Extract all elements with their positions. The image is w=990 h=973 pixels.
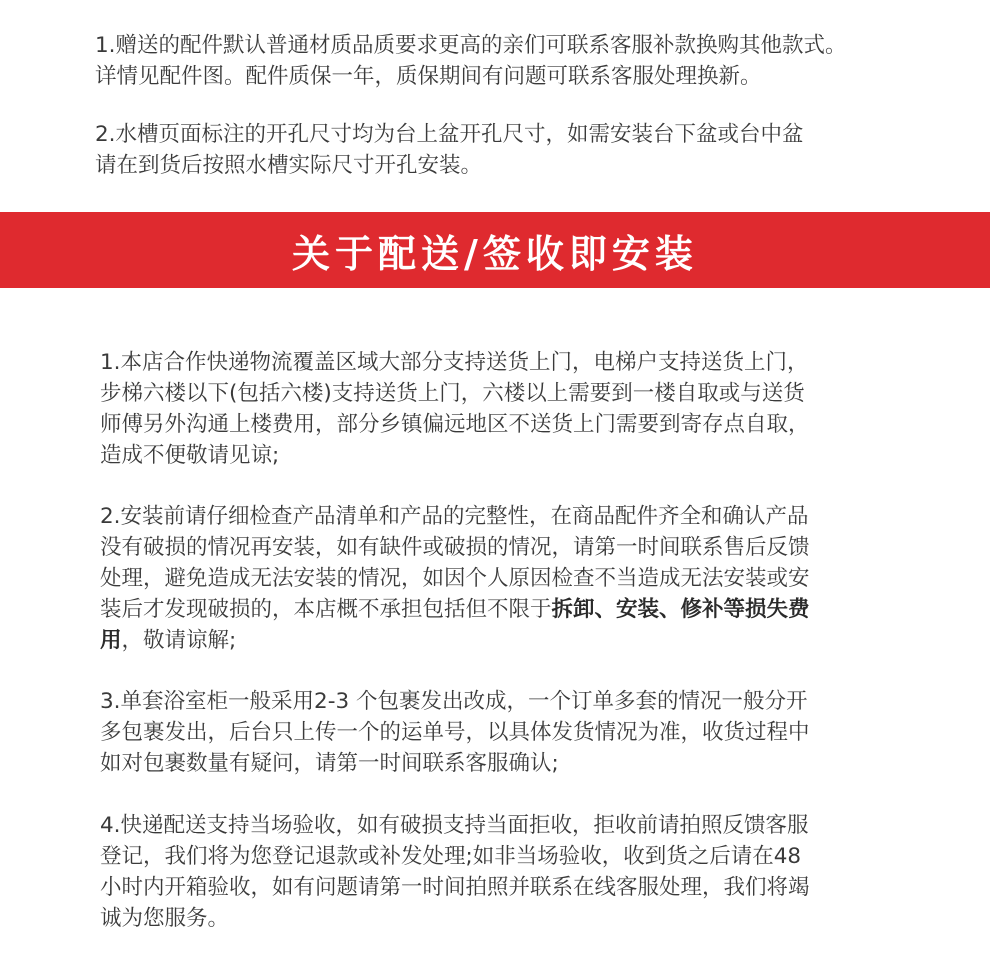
text-line: 小时内开箱验收，如有问题请第一时间拍照并联系在线客服处理，我们将竭 (100, 875, 810, 900)
text-line: 3.单套浴室柜一般采用2-3 个包裹发出改成，一个订单多套的情况一般分开 (100, 689, 808, 714)
text-line: 没有破损的情况再安装，如有缺件或破损的情况，请第一时间联系售后反馈 (100, 535, 810, 560)
text-line (100, 625, 810, 656)
accessory-note (95, 30, 847, 92)
text-line: 详情见配件图。配件质保一年，质保期间有问题可联系客服处理换新。 (95, 64, 762, 89)
text-line: 1.本店合作快递物流覆盖区域大部分支持送货上门，电梯户支持送货上门， (100, 350, 809, 375)
text-line: 2.水槽页面标注的开孔尺寸均为台上盆开孔尺寸，如需安装台下盆或台中盆 (95, 122, 804, 147)
text-fragment: ，敬请谅解; (121, 628, 237, 653)
text-line: 请在到货后按照水槽实际尺寸开孔安装。 (95, 153, 483, 178)
text-line: 师傅另外沟通上楼费用，部分乡镇偏远地区不送货上门需要到寄存点自取， (100, 412, 810, 437)
text-line: 1.赠送的配件默认普通材质品质要求更高的亲们可联系客服补款换购其他款式。 (95, 33, 847, 58)
text-line: 造成不便敬请见谅; (100, 443, 280, 468)
text-line: 处理，避免造成无法安装的情况，如因个人原因检查不当造成无法安装或安 (100, 566, 810, 591)
text-fragment: 装后才发现破损的，本店概不承担包括但不限于 (100, 597, 552, 622)
bold-text: 用 (100, 628, 122, 653)
text-line: 如对包裹数量有疑问，请第一时间联系客服确认; (100, 751, 559, 776)
banner-title: 关于配送/签收即安装 (292, 231, 698, 276)
text-line: 登记，我们将为您登记退款或补发处理;如非当场验收，收到货之后请在48 (100, 844, 802, 869)
text-line (100, 594, 810, 625)
text-line: 诚为您服务。 (100, 906, 230, 931)
delivery-item-1 (100, 347, 810, 471)
text-line: 2.安装前请仔细检查产品清单和产品的完整性，在商品配件齐全和确认产品 (100, 504, 809, 529)
section-banner (0, 212, 990, 288)
delivery-item-2 (100, 501, 810, 656)
text-line: 步梯六楼以下(包括六楼)支持送货上门，六楼以上需要到一楼自取或与送货 (100, 381, 805, 406)
sink-hole-note (95, 119, 804, 181)
bold-text: 拆卸、安装、修补等损失费 (551, 597, 810, 622)
delivery-item-4 (100, 810, 810, 934)
text-line: 4.快递配送支持当场验收，如有破损支持当面拒收，拒收前请拍照反馈客服 (100, 813, 809, 838)
delivery-item-3 (100, 686, 810, 779)
text-line: 多包裹发出，后台只上传一个的运单号，以具体发货情况为准，收货过程中 (100, 720, 810, 745)
